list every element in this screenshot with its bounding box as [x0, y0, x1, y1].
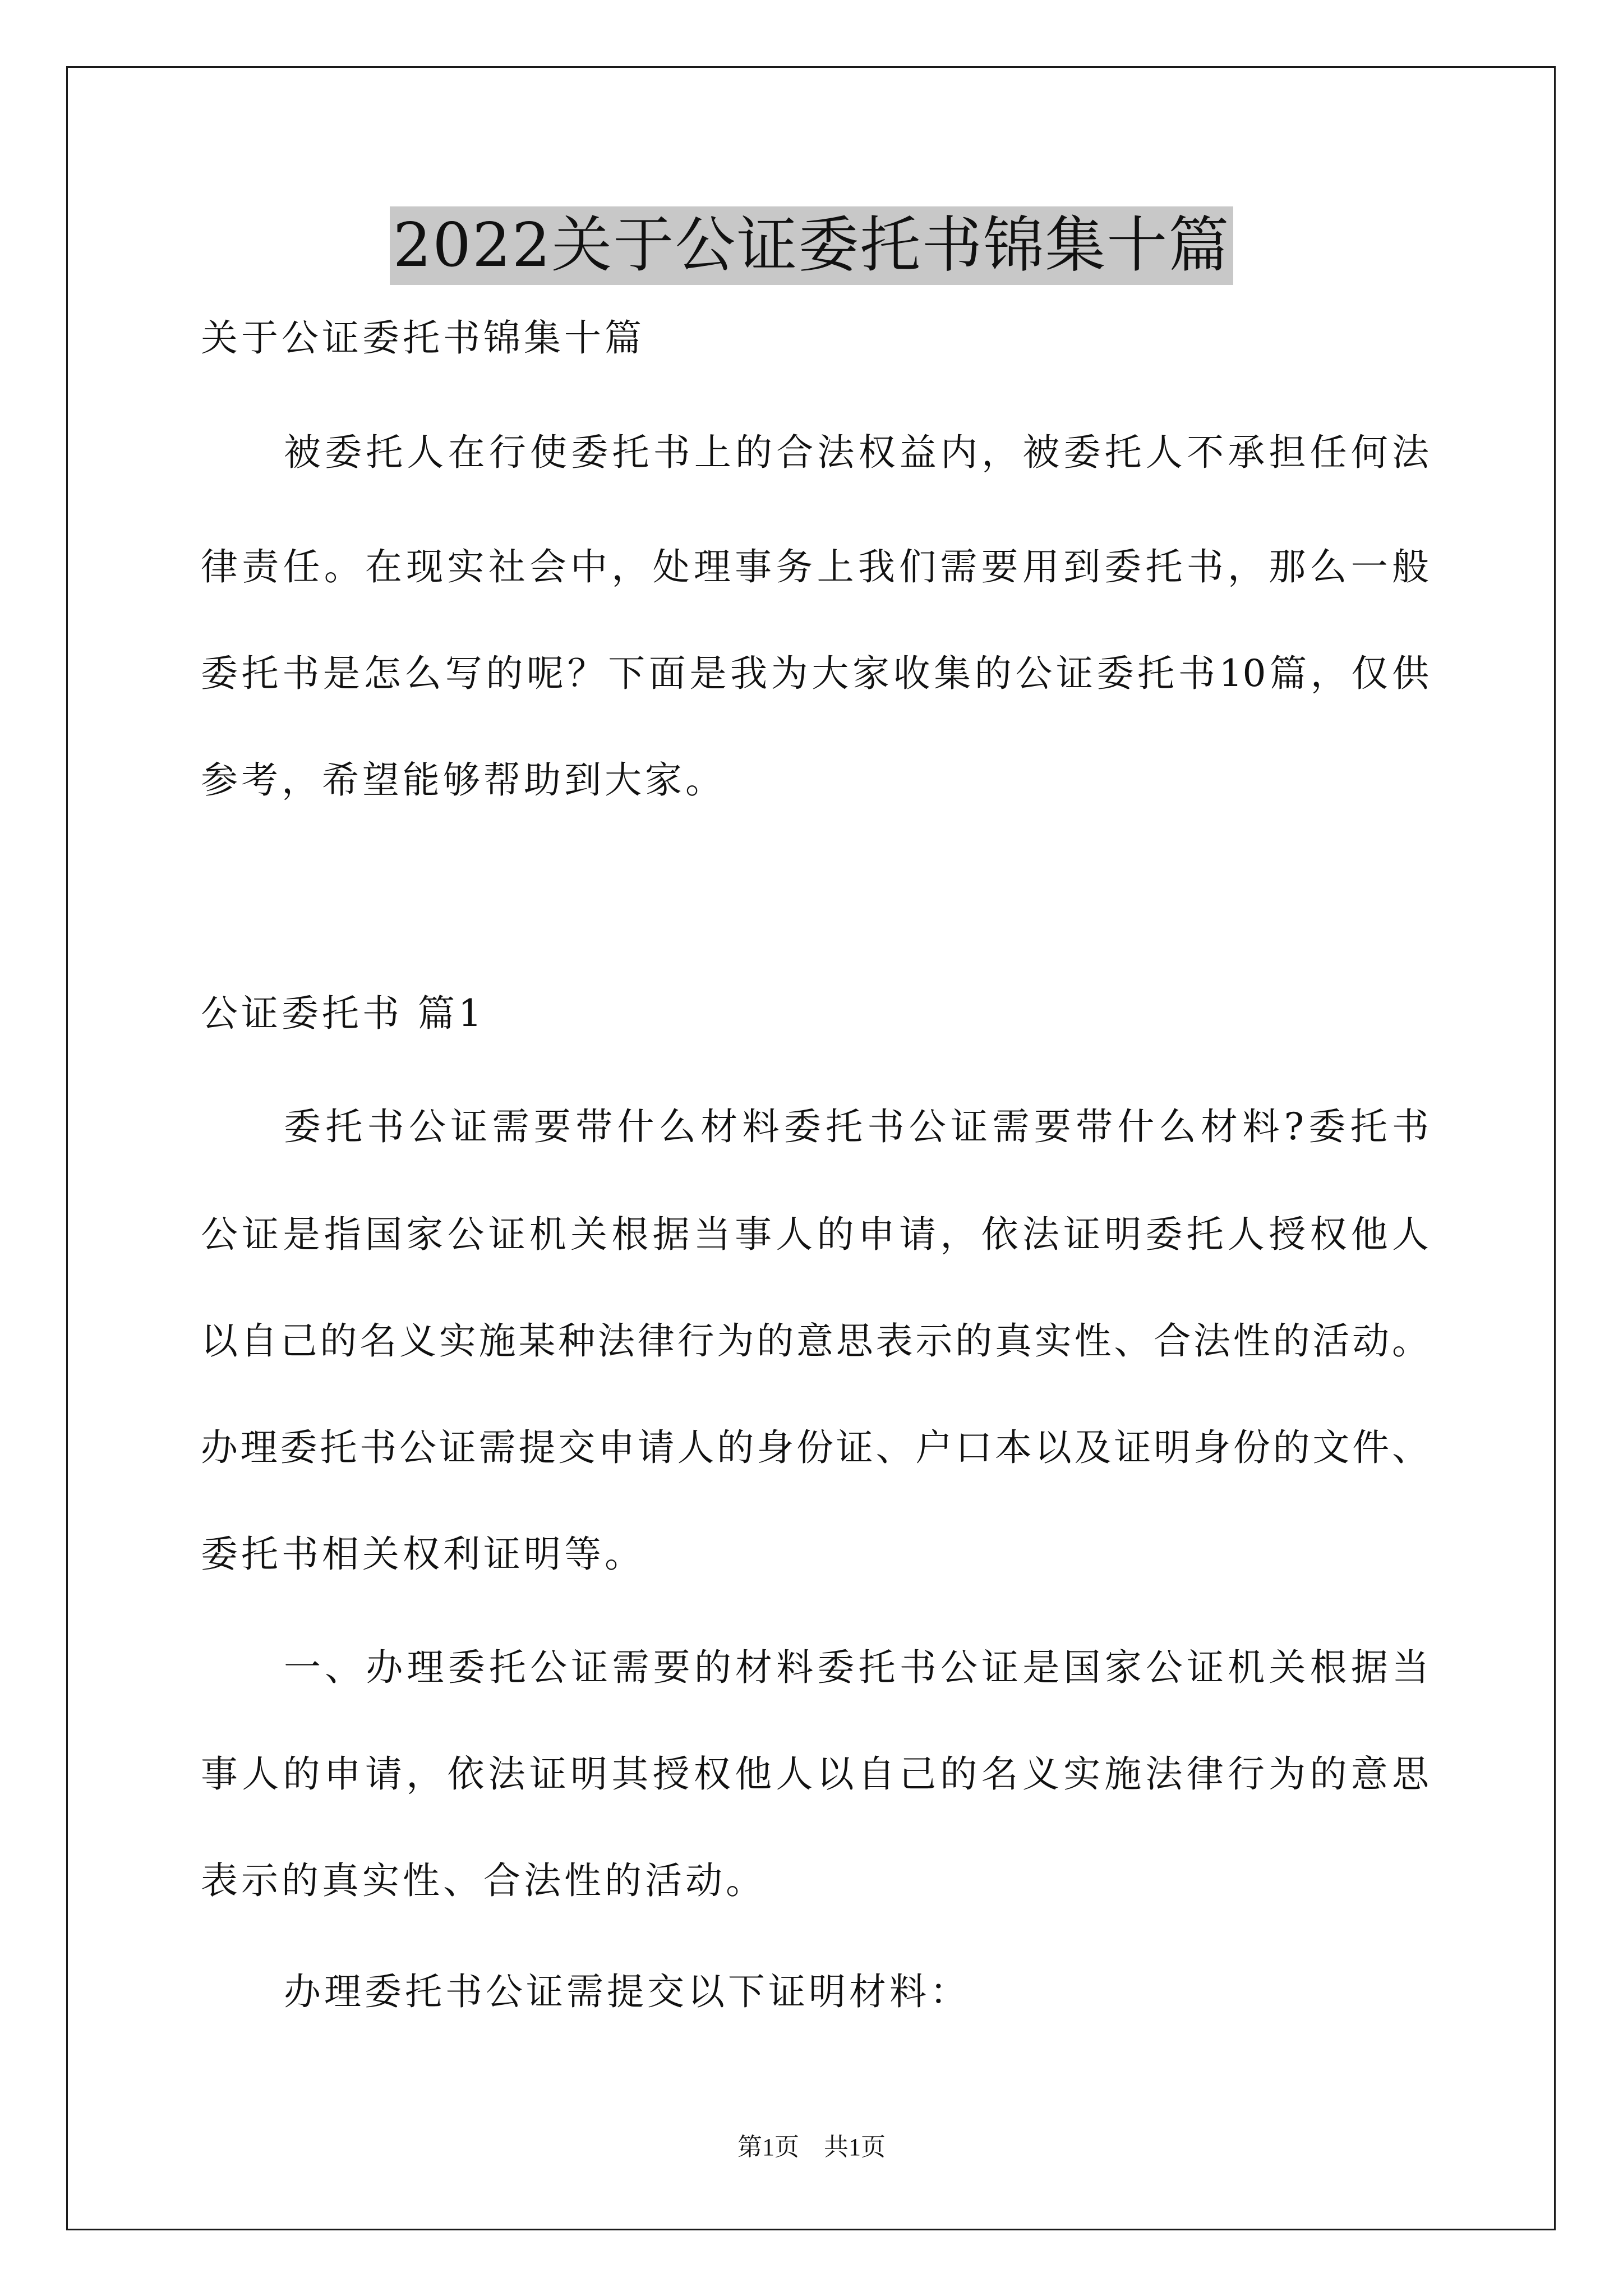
para1-line-4: 办理委托书公证需提交申请人的身份证、户口本以及证明身份的文件、 — [201, 1426, 1429, 1469]
intro-line-2: 律责任。在现实社会中，处理事务上我们需要用到委托书，那么一般 — [201, 545, 1429, 588]
document-title: 2022关于公证委托书锦集十篇 — [390, 206, 1234, 285]
para1-line-5: 委托书相关权利证明等。 — [201, 1533, 645, 1576]
title-container — [0, 206, 1623, 285]
para1-line-1: 委托书公证需要带什么材料委托书公证需要带什么材料?委托书 — [284, 1105, 1429, 1148]
intro-line-3: 委托书是怎么写的呢？下面是我为大家收集的公证委托书10篇，仅供 — [201, 652, 1429, 695]
intro-line-4: 参考，希望能够帮助到大家。 — [201, 758, 726, 802]
para2-line-2: 事人的申请，依法证明其授权他人以自己的名义实施法律行为的意思 — [201, 1752, 1429, 1796]
page-footer: 第1页 共1页 — [737, 2133, 886, 2161]
document-subtitle: 关于公证委托书锦集十篇 — [201, 316, 645, 360]
section-heading: 公证委托书 篇1 — [201, 992, 485, 1035]
para3-line-1: 办理委托书公证需提交以下证明材料： — [284, 1970, 970, 2013]
intro-line-1: 被委托人在行使委托书上的合法权益内，被委托人不承担任何法 — [284, 431, 1429, 474]
para1-line-3: 以自己的名义实施某种法律行为的意思表示的真实性、合法性的活动。 — [201, 1319, 1429, 1363]
para1-line-2: 公证是指国家公证机关根据当事人的申请，依法证明委托人授权他人 — [201, 1213, 1429, 1256]
para2-line-3: 表示的真实性、合法性的活动。 — [201, 1859, 766, 1902]
para2-line-1: 一、办理委托公证需要的材料委托书公证是国家公证机关根据当 — [284, 1646, 1429, 1689]
